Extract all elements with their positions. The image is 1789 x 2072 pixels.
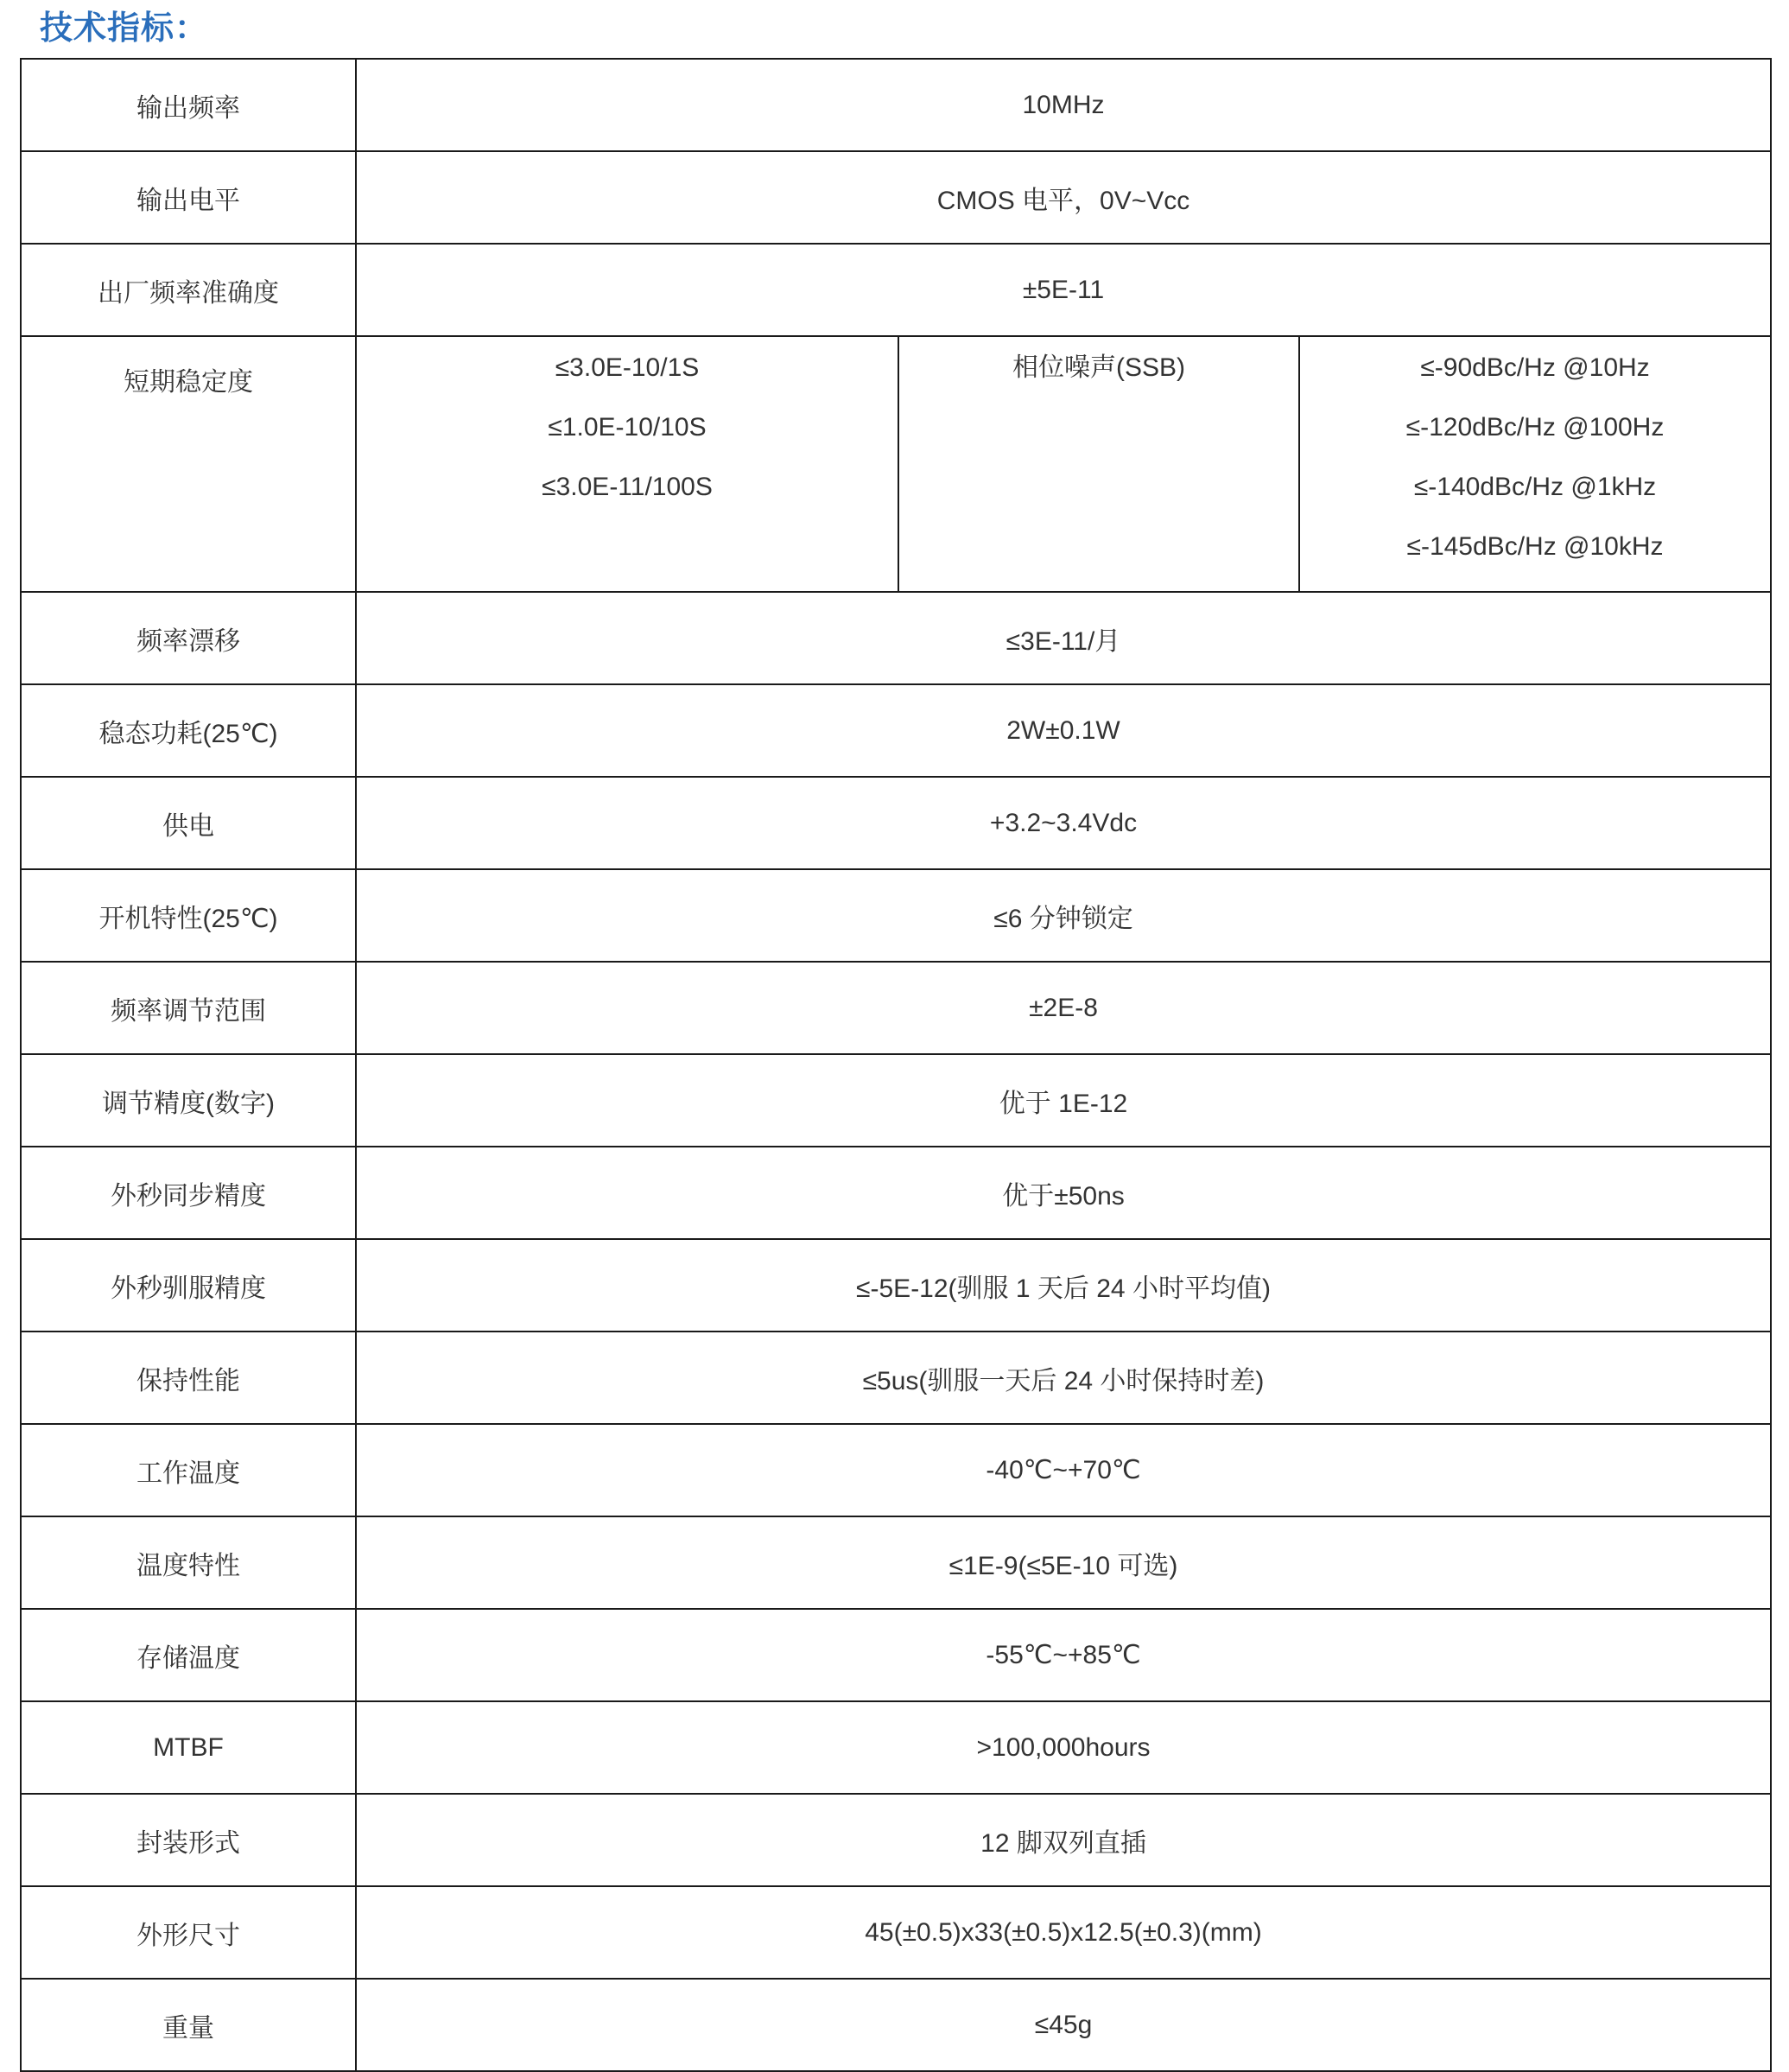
spec-value: ≤1E-9(≤5E-10 可选) <box>356 1516 1771 1609</box>
table-row <box>21 962 1771 1054</box>
spec-table <box>20 58 1772 2072</box>
spec-label: 外形尺寸 <box>21 1886 356 1979</box>
spec-label: 存储温度 <box>21 1609 356 1701</box>
table-row <box>21 1701 1771 1794</box>
spec-label: 外秒驯服精度 <box>21 1239 356 1332</box>
spec-label: 出厂频率准确度 <box>21 244 356 336</box>
spec-value: 45(±0.5)x33(±0.5)x12.5(±0.3)(mm) <box>356 1886 1771 1979</box>
spec-value: -55℃~+85℃ <box>356 1609 1771 1701</box>
spec-label: 频率调节范围 <box>21 962 356 1054</box>
phase-noise-value: ≤-120dBc/Hz @100Hz <box>1405 413 1665 442</box>
table-row <box>21 1054 1771 1147</box>
spec-value: 2W±0.1W <box>356 684 1771 777</box>
spec-label: 输出电平 <box>21 151 356 244</box>
spec-value: ±2E-8 <box>356 962 1771 1054</box>
spec-label: 外秒同步精度 <box>21 1147 356 1239</box>
table-row-short-term-stability <box>21 336 1771 592</box>
table-row <box>21 59 1771 151</box>
spec-value: +3.2~3.4Vdc <box>356 777 1771 869</box>
spec-label: 温度特性 <box>21 1516 356 1609</box>
spec-value: ≤45g <box>356 1979 1771 2071</box>
table-row <box>21 592 1771 684</box>
stability-value: ≤3.0E-10/1S <box>555 353 700 382</box>
spec-label: 开机特性(25℃) <box>21 869 356 962</box>
phase-noise-values-cell <box>1299 336 1771 592</box>
spec-value: CMOS 电平，0V~Vcc <box>356 151 1771 244</box>
spec-value: ±5E-11 <box>356 244 1771 336</box>
spec-value: 优于 1E-12 <box>356 1054 1771 1147</box>
table-row <box>21 1886 1771 1979</box>
spec-label <box>21 336 356 592</box>
spec-value: ≤5us(驯服一天后 24 小时保持时差) <box>356 1332 1771 1424</box>
table-row <box>21 1516 1771 1609</box>
phase-noise-label: 相位噪声(SSB) <box>1012 353 1185 382</box>
spec-label: 输出频率 <box>21 59 356 151</box>
table-row <box>21 151 1771 244</box>
spec-value: 12 脚双列直插 <box>356 1794 1771 1886</box>
spec-label: 封装形式 <box>21 1794 356 1886</box>
spec-label: 供电 <box>21 777 356 869</box>
spec-label: 保持性能 <box>21 1332 356 1424</box>
table-row <box>21 1424 1771 1516</box>
spec-value: ≤6 分钟锁定 <box>356 869 1771 962</box>
table-row <box>21 1794 1771 1886</box>
spec-value: ≤-5E-12(驯服 1 天后 24 小时平均值) <box>356 1239 1771 1332</box>
spec-value: 优于±50ns <box>356 1147 1771 1239</box>
stability-value: ≤1.0E-10/10S <box>548 413 707 442</box>
spec-label: MTBF <box>21 1701 356 1794</box>
table-row <box>21 1147 1771 1239</box>
spec-label: 调节精度(数字) <box>21 1054 356 1147</box>
table-row <box>21 1979 1771 2071</box>
spec-label: 稳态功耗(25℃) <box>21 684 356 777</box>
spec-label: 工作温度 <box>21 1424 356 1516</box>
table-row <box>21 684 1771 777</box>
short-term-label: 短期稳定度 <box>124 368 253 397</box>
phase-noise-value: ≤-140dBc/Hz @1kHz <box>1413 473 1657 501</box>
spec-label: 频率漂移 <box>21 592 356 684</box>
table-row <box>21 869 1771 962</box>
spec-value: 10MHz <box>356 59 1771 151</box>
table-row <box>21 244 1771 336</box>
table-row <box>21 777 1771 869</box>
section-heading: 技术指标： <box>40 10 209 47</box>
table-row <box>21 1332 1771 1424</box>
phase-noise-label-cell <box>898 336 1299 592</box>
phase-noise-value: ≤-90dBc/Hz @10Hz <box>1420 353 1650 382</box>
phase-noise-value: ≤-145dBc/Hz @10kHz <box>1406 532 1664 561</box>
spec-label: 重量 <box>21 1979 356 2071</box>
spec-value: >100,000hours <box>356 1701 1771 1794</box>
table-row <box>21 1609 1771 1701</box>
stability-value: ≤3.0E-11/100S <box>542 473 713 501</box>
spec-value: ≤3E-11/月 <box>356 592 1771 684</box>
spec-value: -40℃~+70℃ <box>356 1424 1771 1516</box>
table-row <box>21 1239 1771 1332</box>
stability-values-cell <box>356 336 898 592</box>
